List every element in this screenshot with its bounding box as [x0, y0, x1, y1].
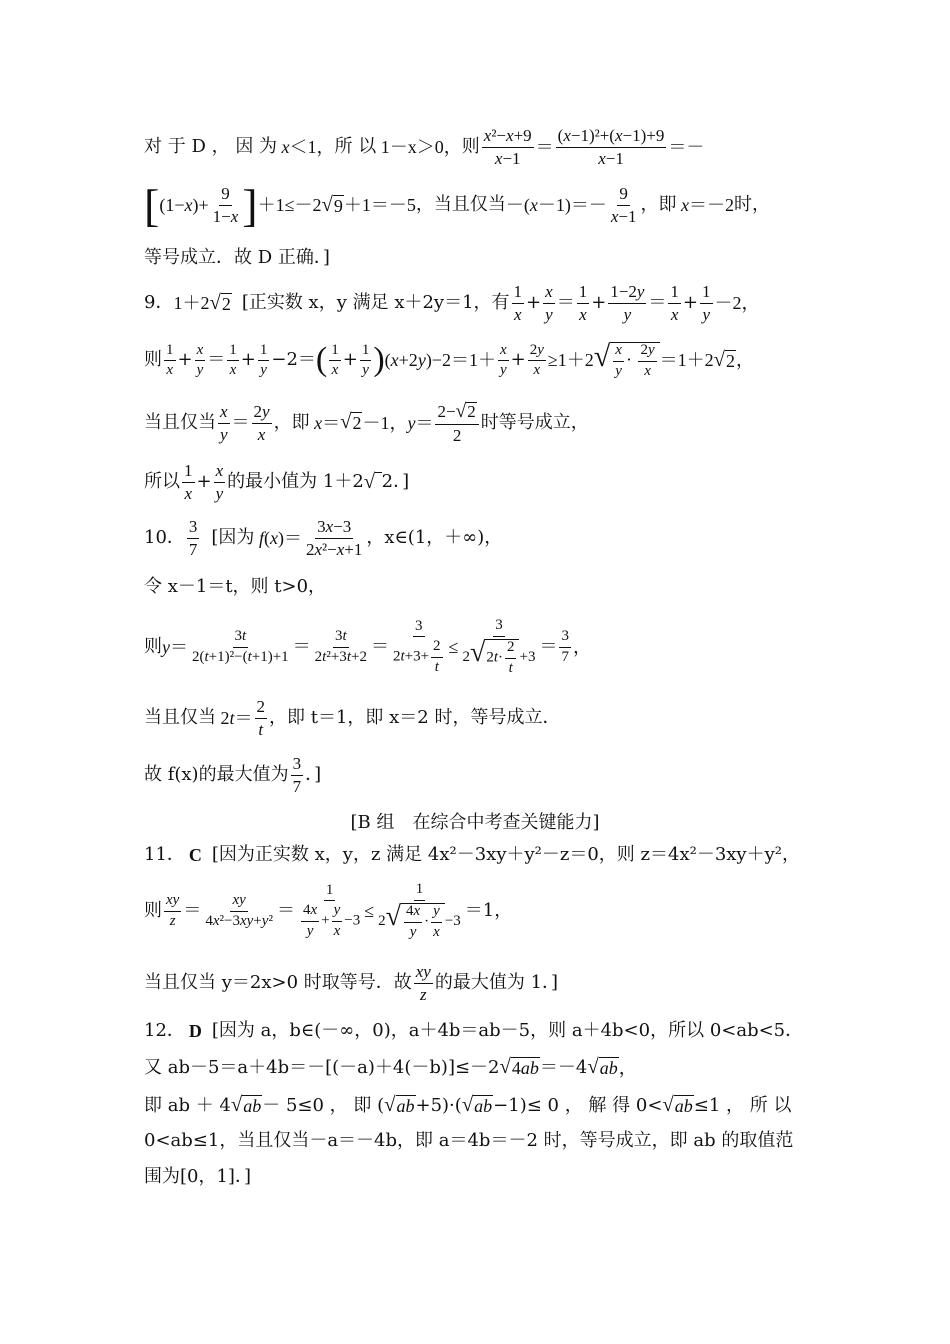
q10-so: 故 f(x)的最大值为 [144, 764, 289, 785]
fraction: 2− √ 2 2 [435, 402, 478, 444]
q12-line-3 [144, 1095, 814, 1117]
fraction: $\frac{1}{y}$ [702, 282, 711, 324]
fraction: $\frac{xy}{\text{4x²−3xy+y²}}$ [205, 891, 273, 929]
q12-l2b: ＝－4 [539, 1056, 588, 1078]
d-line-1: 对 于 D ， 因 为 x ＜1， 所 以 1－x＞0， 则 $\frac{\text{x²−x+9}}{x-1}$ ＝ $\frac{\text{(x−1)²+(x−1)+9}}{x-1}$ ＝－ [144, 126, 705, 168]
d-text-b: 所 以 [334, 136, 377, 157]
q10-line-2 [144, 577, 814, 598]
q12-l4: 0<ab≤1，当且仅当－a＝－4b，即 a＝4b＝－2 时，等号成立，即 ab 的取值范 [144, 1130, 794, 1151]
fraction: $\frac{2y}{x}$ [529, 341, 544, 379]
q9-so-close: 2．] [381, 471, 410, 492]
q10-line-4: 当且仅当 2t＝ $\frac{2}{t}$ ，即 t＝1，即 x＝2 时，等号成立． [144, 697, 561, 739]
q12-l5: 围为[0，1]．] [144, 1166, 251, 1187]
q12-l3e: ≤1 ， 所 以 [693, 1094, 792, 1116]
sqrt: √ 2 [209, 291, 231, 314]
fraction: $\frac{x}{y}$ [615, 342, 622, 379]
q12-l2: 又 ab－5＝a＋4b＝－[(－a)＋4(－b)]≤－2 [144, 1056, 500, 1078]
sqrt: √ 2 [713, 348, 735, 371]
q10-line-5 [144, 755, 814, 796]
q12-line-1 [144, 1021, 814, 1042]
fraction: $\frac{2}{t}$ [256, 697, 266, 739]
fraction: $\frac{xy}{z}$ [415, 962, 431, 1004]
q12-line-2: 又 ab－5＝a＋4b＝－[(－a)＋4(－b)]≤－2 √ 4ab ＝－4 √ ab ， [144, 1056, 637, 1078]
sqrt: √ 4ab [499, 1056, 539, 1078]
d-line-3 [144, 248, 814, 269]
d-line-2: [ (1−x)+ $\frac{9}{1-x}$ ] ＋1≤－2 √ 9 ＋1＝－5 ，当且仅当 －(x－1)＝－ $\frac{9}{x-1}$ ，即 x＝－2 时， [144, 180, 770, 231]
q10-when: 当且仅当 [144, 707, 216, 728]
q10-domain: ，x∈(1，＋∞)， [366, 527, 503, 548]
q9-then: 则 [144, 349, 162, 371]
fraction: $\frac{x}{y}$ [220, 401, 228, 444]
q12-answer: D [188, 1021, 202, 1041]
q11-then: 则 [144, 899, 162, 921]
q12-l3b: － 5≤0 ， 即 ( [262, 1094, 385, 1116]
q10-then: 则 [144, 635, 162, 657]
fraction: $\frac{x}{y}$ [215, 461, 224, 503]
q11-answer: C [188, 845, 202, 865]
d-text-a: 对 于 D ， 因 为 [144, 136, 278, 157]
d-text-when: ，当且仅当 [415, 194, 506, 216]
q9-so-end: 的最小值为 1＋2 [227, 471, 364, 492]
fraction: $\frac{3x-3}{\text{2x²−x+1}}$ [305, 517, 363, 559]
q10-so-end: ．] [305, 764, 322, 785]
q11-line-3 [144, 963, 814, 1004]
d-text-ie: ，即 [640, 194, 677, 216]
q9-number: 9． [144, 292, 174, 313]
sqrt: √ ab [662, 1094, 693, 1116]
fraction: $\frac{9}{1-x}$ [212, 184, 239, 227]
fraction: 3 2 √ 2t· $\frac{2}{t}$ +3 [462, 617, 536, 676]
sqrt: √ 9 [321, 193, 343, 216]
section-heading: [B 组 在综合中考查关键能力] [350, 812, 600, 833]
q11-when: 当且仅当 y＝2x>0 时取等号．故 [144, 972, 412, 993]
q12-l3: 即 ab ＋ 4 [144, 1094, 231, 1116]
q10-line-1: 10． $\frac{3}{7}$ [因为 f(x)＝ $\frac{3x-3}{\text{2x²−x+1}}$ ，x∈(1，＋∞)， [144, 517, 503, 559]
fraction: $\frac{9}{x-1}$ [610, 184, 637, 227]
fraction: $\frac{1}{y}$ [259, 341, 268, 379]
q9-line-2: 则 $\frac{1}{x}$ + $\frac{x}{y}$ ＝ $\frac{1}{x}$ + $\frac{1}{y}$ −2＝ ( $\frac{1}{x}$ + $\frac{1}{y}$ ) (x+2y)−2＝1＋ $\frac{x}{y}$ + $\frac{2y}{x}$ ≥1＋2 √ $\frac{x}{y}$ · $\frac{2y}{x}$ ＝1＋2 √ 2 ， [144, 340, 754, 379]
q9-when: 当且仅当 [144, 411, 216, 433]
fraction: 3 2t+3+ $\frac{2}{t}$ [392, 617, 441, 675]
fraction: $\frac{3}{7}$ [561, 627, 569, 665]
fraction: $\frac{1}{x}$ [513, 282, 523, 324]
fraction: $\frac{xy}{z}$ [166, 891, 180, 929]
fraction: $\frac{1-2y}{y}$ [610, 282, 645, 324]
fraction: $\frac{\text{x²−x+9}}{x-1}$ [483, 126, 532, 168]
q11-number: 11． [144, 844, 185, 865]
q9-line-1: 9． 1＋2 √ 2 [正实数 x，y 满足 x＋2y＝1，有 $\frac{1}{x}$ + $\frac{x}{y}$ ＝ $\frac{1}{x}$ + $\frac{1-2y}{y}$ ＝ $\frac{1}{x}$ + $\frac{1}{y}$ －2， [144, 282, 760, 324]
q9-line-3: 当且仅当 $\frac{x}{y}$ ＝ $\frac{2y}{x}$ ，即 x＝ √ 2 －1，y＝ 2− √ 2 2 时等号成立， [144, 401, 589, 445]
fraction: $\frac{x}{y}$ [545, 282, 553, 324]
q11-intro: [因为正实数 x，y，z 满足 4x²－3xy＋y²－z＝0，则 z＝4x²－3xy＋y²， [211, 844, 800, 865]
fraction: $\frac{1}{x}$ [166, 341, 174, 379]
q11-line-2: 则 $\frac{xy}{z}$ ＝ $\frac{xy}{\text{4x²−3xy+y²}}$ ＝ 1 $\frac{4x}{y}$ + $\frac{y}{x}$ −3 ≤ 1 2 √ $\frac{4x}{y}$ · $\frac{y}{x}$ −3 ＝1， [144, 881, 513, 940]
q12-intro: [因为 a，b∈(－∞，0)，a＋4b＝ab－5，则 a＋4b<0，所以 0<ab<5． [211, 1020, 804, 1041]
fraction: $\frac{3t}{\text{2t²+3t+2}}$ [314, 627, 367, 665]
q9-line-4: 所以 $\frac{1}{x}$ + $\frac{x}{y}$ 的最小值为 1＋2 √ 2．] [144, 461, 410, 503]
d-text-t: 时， [734, 194, 770, 216]
sqrt: √ $\frac{x}{y}$ · $\frac{2y}{x}$ [594, 342, 660, 380]
q9-intro: [正实数 x，y 满足 x＋2y＝1，有 [241, 292, 510, 313]
fraction: $\frac{1}{x}$ [578, 282, 588, 324]
sqrt: √ ab [384, 1094, 415, 1116]
fraction: $\frac{3}{7}$ [292, 754, 302, 796]
fraction: $\frac{x}{y}$ [196, 341, 204, 379]
q10-intro: [因为 [211, 527, 255, 548]
sqrt: √ [364, 472, 382, 494]
q11-eq: ＝1， [464, 899, 513, 921]
fraction: $\frac{1}{x}$ [331, 341, 339, 379]
q12-l3c: +5)·( [415, 1094, 462, 1116]
q9-when-mid: ，即 [273, 411, 310, 433]
fraction: $\frac{1}{x}$ [184, 461, 193, 503]
fraction: $\frac{3t}{\text{2(t+1)²−(t+1)+1}}$ [192, 627, 289, 665]
q10-let: 令 x－1＝t，则 t>0， [144, 576, 327, 597]
q12-l3d: −1)≤ 0 ， 解 得 0< [493, 1094, 663, 1116]
q12-number: 12． [144, 1020, 185, 1041]
fraction: $\frac{1}{y}$ [361, 341, 370, 379]
q12-line-5 [144, 1167, 814, 1188]
fraction: $\frac{3}{7}$ [188, 517, 198, 559]
q11-when-end: 的最大值为 1．] [434, 972, 559, 993]
d-text-c: 则 [461, 136, 480, 157]
fraction: $\frac{1}{x}$ [670, 282, 679, 324]
fraction: 1 $\frac{4x}{y}$ + $\frac{y}{x}$ −3 [302, 881, 361, 939]
d-conclusion: 等号成立．故 D 正确．] [144, 247, 330, 268]
fraction: $\frac{2y}{x}$ [640, 342, 655, 379]
q9-when-end: 时等号成立， [480, 411, 589, 433]
fraction: 1 2 √ $\frac{4x}{y}$ · $\frac{y}{x}$ −3 [378, 881, 461, 940]
sqrt: √ ab [461, 1094, 493, 1116]
fraction: $\frac{\text{(x−1)²+(x−1)+9}}{x-1}$ [557, 126, 665, 168]
q12-line-4 [144, 1131, 814, 1152]
fraction: $\frac{1}{x}$ [229, 341, 237, 379]
q10-when-end: ，即 t＝1，即 x＝2 时，等号成立． [269, 707, 561, 728]
q11-line-1 [144, 845, 814, 866]
fraction: $\frac{2y}{x}$ [253, 401, 270, 444]
q10-number: 10． [144, 527, 185, 548]
sqrt: √ 2 [340, 411, 362, 434]
sqrt: √ ab [587, 1056, 618, 1078]
sqrt: √ ab [230, 1094, 262, 1116]
q9-so: 所以 [144, 471, 180, 492]
q10-line-3: 则 y＝ $\frac{3t}{\text{2(t+1)²−(t+1)+1}}$ ＝ $\frac{3t}{\text{2t²+3t+2}}$ ＝ 3 2t+3+ $\frac{2}{t}$ ≤ 3 2 √ 2t· $\frac{2}{t}$ +3 ＝ $\frac{3}{7}$ ， [144, 617, 591, 676]
fraction: $\frac{x}{y}$ [499, 341, 507, 379]
